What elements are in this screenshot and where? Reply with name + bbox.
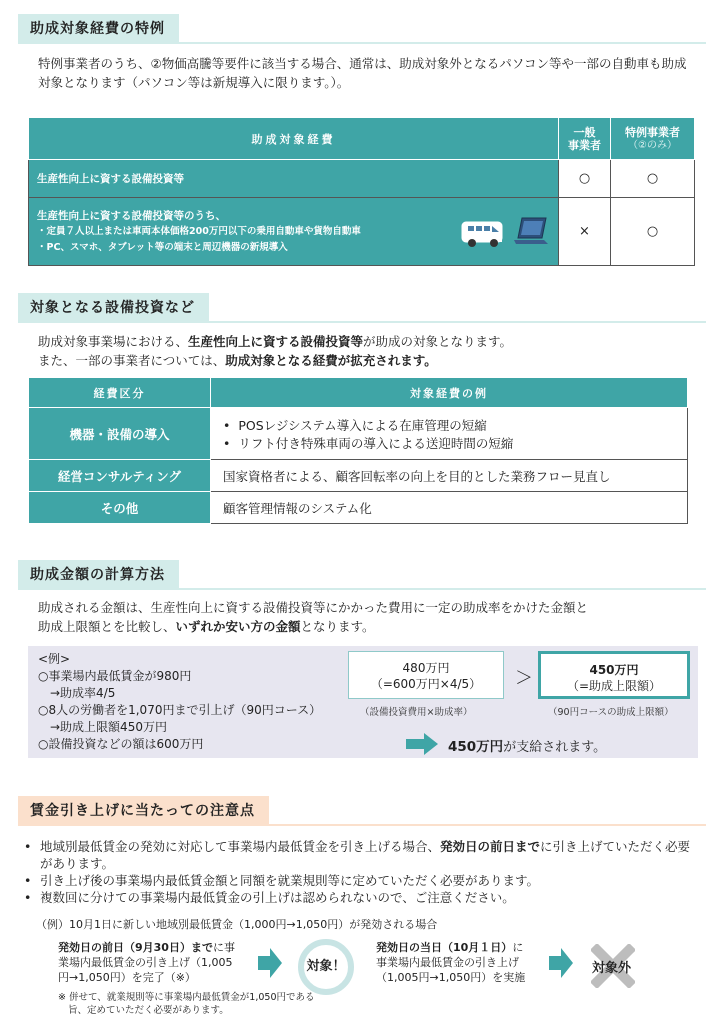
bullet-text: 定員７人以上または車両本体価格200万円以下の乗用自動車や貨物自動車 <box>46 225 361 237</box>
line <box>376 940 525 955</box>
calc-box-cap <box>538 651 690 699</box>
example-title: （例）10月1日に新しい地域別最低賃金（1,000円→1,050円）が発効される場合 <box>36 918 438 931</box>
category-examples: 国家資格者による、顧客回転率の向上を目的とした業務フロー見直し <box>211 460 688 492</box>
col-header-category: 経費区分 <box>29 378 211 408</box>
arrow-right-icon <box>549 948 573 978</box>
mark-special: ○ <box>611 198 695 266</box>
section-title: 助成金額の計算方法 <box>18 560 179 590</box>
bold-text: 発効日の前日（9月30日）まで <box>58 941 213 954</box>
category-label: 機器・設備の導入 <box>29 408 211 460</box>
mark-general: × <box>559 198 611 266</box>
col-header-special <box>611 118 695 160</box>
section-title: 対象となる設備投資など <box>18 293 209 323</box>
category-examples <box>211 408 688 460</box>
example-line: ○設備投資などの額は600万円 <box>38 737 204 751</box>
calculation-example-panel <box>28 646 698 758</box>
bold-text: いずれか安い方の金額 <box>175 619 301 634</box>
box-caption: （設備投資費用×助成率） <box>360 707 473 718</box>
example-line: →助成率4/5 <box>38 686 116 700</box>
arrow-right-icon <box>406 733 438 755</box>
note-line: 旨、定めていただく必要があります。 <box>68 1005 229 1016</box>
col-header-expense: 助成対象経費 <box>29 118 559 160</box>
col-header-examples: 対象経費の例 <box>211 378 688 408</box>
calculation-text <box>38 598 694 636</box>
line-1: 助成される金額は、生産性向上に資する設備投資等にかかった費用に一定の助成率をかけた金額と <box>38 600 589 615</box>
table-row <box>29 160 695 198</box>
line: 円→1,050円）を完了（※） <box>58 971 196 984</box>
line-2 <box>38 617 694 636</box>
target-badge: 対象！ <box>298 939 354 995</box>
example-line: ○8人の労働者を1,070円まで引上げ（90円コース） <box>38 703 322 717</box>
text: となります。 <box>300 619 375 634</box>
text: に引き上げていただく必要があります。 <box>40 839 691 871</box>
table-row <box>29 460 688 492</box>
list-item: • POSレジシステム導入による在庫管理の短縮 <box>223 416 687 434</box>
line: （1,005円→1,050円）を実施 <box>376 971 526 984</box>
section-header-special-expenses <box>18 14 706 44</box>
row2-bullet-2: ・PC、スマホ、タブレット等の端末と周辺機器の新規導入 <box>37 241 288 253</box>
text: に事 <box>212 941 235 954</box>
box-value: 450万円 <box>589 663 639 677</box>
laptop-icon <box>512 214 552 250</box>
example-title: <例> <box>38 652 71 666</box>
mark-general: ○ <box>559 160 611 198</box>
box-formula: （=600万円×4/5） <box>370 677 482 691</box>
example-line: →助成上限額450万円 <box>38 720 167 734</box>
table-row <box>29 198 695 266</box>
section-header-wage-notes <box>18 796 706 826</box>
table-row <box>29 408 688 460</box>
box-caption: （90円コースの助成上限額） <box>548 707 674 718</box>
text: また、一部の事業者については、 <box>38 353 226 368</box>
special-expenses-table <box>28 117 695 266</box>
section-header-target-investment <box>18 293 706 323</box>
line-1 <box>38 332 694 351</box>
bold-text: 発効日の前日まで <box>440 839 541 854</box>
greater-than-sign: ＞ <box>515 668 533 689</box>
bullet-text: PC、スマホ、タブレット等の端末と周辺機器の新規導入 <box>46 241 288 253</box>
list-item: • 複数回に分けての事業場内最低賃金の引上げは認められないので、ご注意ください。 <box>22 889 698 906</box>
example-note <box>58 991 315 1017</box>
row2-title: 生産性向上に資する設備投資等のうち、 <box>37 209 226 222</box>
list-item: • 引き上げ後の事業場内最低賃金額と同額を就業規則等に定めていただく必要があります。 <box>22 872 698 889</box>
bold-text: 助成対象となる経費が拡充されます。 <box>225 353 437 368</box>
van-icon <box>460 216 508 250</box>
line: 事業場内最低賃金の引き上げ <box>376 956 519 969</box>
list-item <box>22 838 698 872</box>
category-label: 経営コンサルティング <box>29 460 211 492</box>
payment-result <box>448 735 606 755</box>
example-line: ○事業場内最低賃金が980円 <box>38 669 192 683</box>
bold-text: 生産性向上に資する設備投資等 <box>188 334 364 349</box>
box-value: 480万円 <box>402 661 450 675</box>
text: が助成の対象となります。 <box>363 334 513 349</box>
special-sub: （②のみ） <box>628 139 677 151</box>
line-2 <box>38 351 694 370</box>
list-item: • リフト付き特殊車両の導入による送迎時間の短縮 <box>223 434 687 452</box>
box-formula: （=助成上限額） <box>566 679 662 693</box>
special-label: 特例事業者 <box>625 125 680 139</box>
text: 地域別最低賃金の発効に対応して事業場内最低賃金を引き上げる場合、 <box>40 839 441 854</box>
not-target-label: 対象外 <box>592 961 632 976</box>
text: 助成対象事業場における、 <box>38 334 189 349</box>
pay-amount: 450万円 <box>448 739 504 755</box>
example-lines <box>38 651 321 753</box>
calc-box-rate <box>348 651 504 699</box>
row-label <box>29 198 559 266</box>
row2-bullet-1: ・定員７人以上または車両本体価格200万円以下の乗用自動車や貨物自動車 <box>37 225 361 237</box>
arrow-right-icon <box>258 948 282 978</box>
row-label: 生産性向上に資する設備投資等 <box>29 160 559 198</box>
target-investment-text <box>38 332 694 370</box>
example-left-text <box>58 940 235 985</box>
note-line: ※ 併せて、就業規則等に事業場内最低賃金が1,050円である <box>58 992 315 1003</box>
section-title: 助成対象経費の特例 <box>18 14 179 44</box>
section-header-calculation <box>18 560 706 590</box>
col-header-general: 一般 事業者 <box>559 118 611 160</box>
line <box>58 940 235 955</box>
example-right-text <box>376 940 525 985</box>
text: 助成上限額とを比較し、 <box>38 619 176 634</box>
category-examples: 顧客管理情報のシステム化 <box>211 492 688 524</box>
text: に <box>512 941 524 954</box>
expense-category-table <box>28 377 688 524</box>
category-label: その他 <box>29 492 211 524</box>
wage-notes-list <box>22 838 698 906</box>
pay-text: が支給されます。 <box>503 740 607 755</box>
bold-text: 発効日の当日（10月１日） <box>376 941 513 954</box>
mark-special: ○ <box>611 160 695 198</box>
line: 業場内最低賃金の引き上げ（1,005 <box>58 956 233 969</box>
special-expenses-text: 特例事業者のうち、②物価高騰等要件に該当する場合、通常は、助成対象外となるパソコン等や一部の自動車も助成対象となります（パソコン等は新規導入に限ります。）。 <box>38 56 687 90</box>
table-row <box>29 492 688 524</box>
section-title: 賃金引き上げに当たっての注意点 <box>18 796 269 826</box>
